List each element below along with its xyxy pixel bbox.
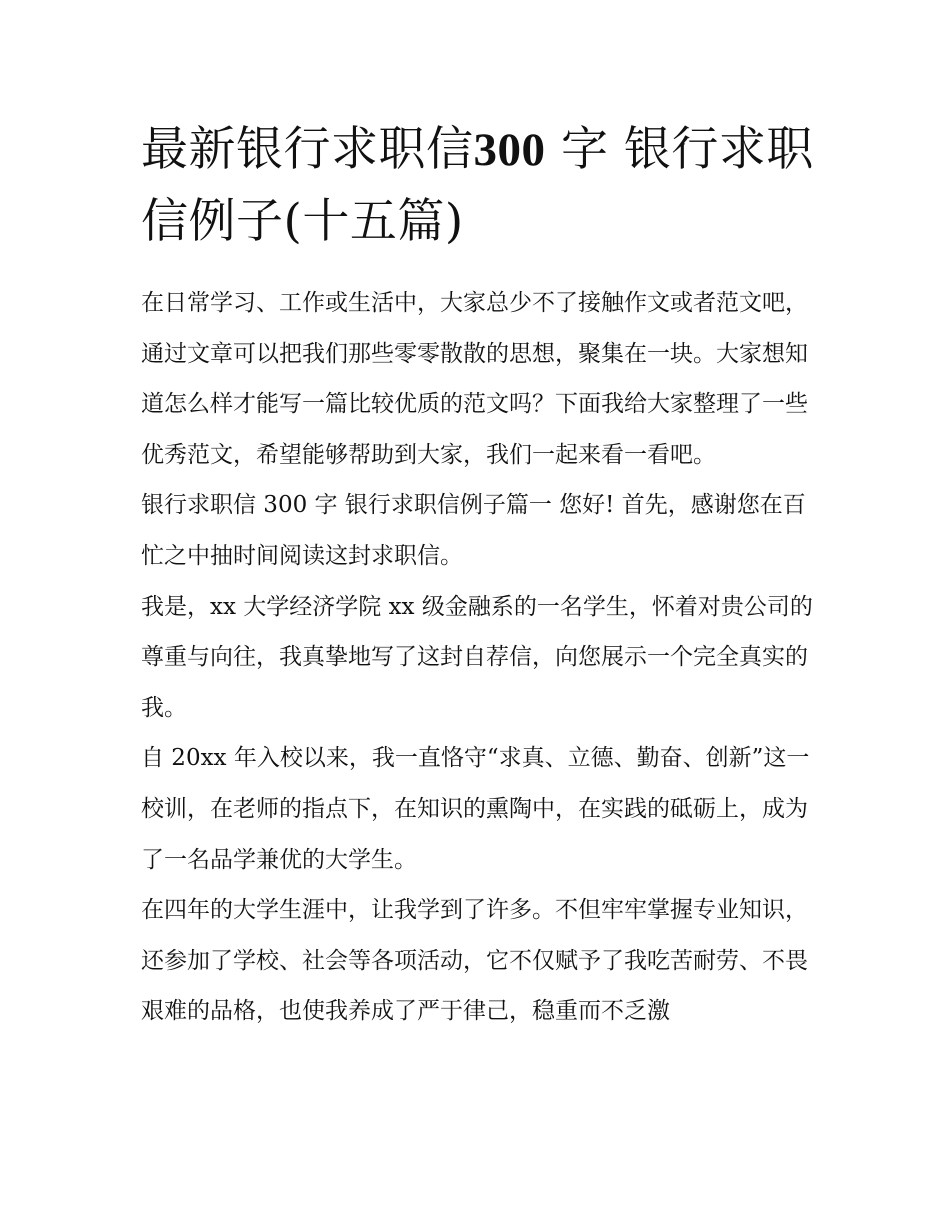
paragraph-intro: 在日常学习、工作或生活中，大家总少不了接触作文或者范文吧，通过文章可以把我们那些零零散散的思想，聚集在一块。大家想知道怎么样才能写一篇比较优质的范文吗？下面我给大家整理了一些优秀范文，希望能够帮助到大家，我们一起来看一看吧。 — [141, 290, 808, 468]
paragraph-university-experience: 在四年的大学生涯中，让我学到了许多。不但牢牢掌握专业知识，还参加了学校、社会等各项活动，它不仅赋予了我吃苦耐劳、不畏艰难的品格，也使我养成了严于律己，稳重而不乏激 — [141, 897, 808, 1025]
paragraph-self-introduction: 我是，xx 大学经济学院 xx 级金融系的一名学生，怀着对贵公司的尊重与向往，我真挚地写了这封自荐信，向您展示一个完全真实的我。 — [141, 593, 813, 721]
title-text-start: 最新银行求职信 — [141, 122, 474, 177]
document-title — [141, 114, 821, 258]
title-text-end: 字 银行求职信例子(十五篇) — [141, 122, 814, 249]
paragraph-letter-opening: 银行求职信 300 字 银行求职信例子篇一 您好! 首先，感谢您在百忙之中抽时间阅读这封求职信。 — [141, 492, 806, 569]
paragraph-school-motto: 自 20xx 年入校以来，我一直恪守“求真、立德、勤奋、创新”这一校训，在老师的指点下，在知识的熏陶中，在实践的砥砺上，成为了一名品学兼优的大学生。 — [141, 745, 810, 873]
title-number: 300 — [473, 124, 546, 176]
document-body — [141, 278, 817, 1037]
